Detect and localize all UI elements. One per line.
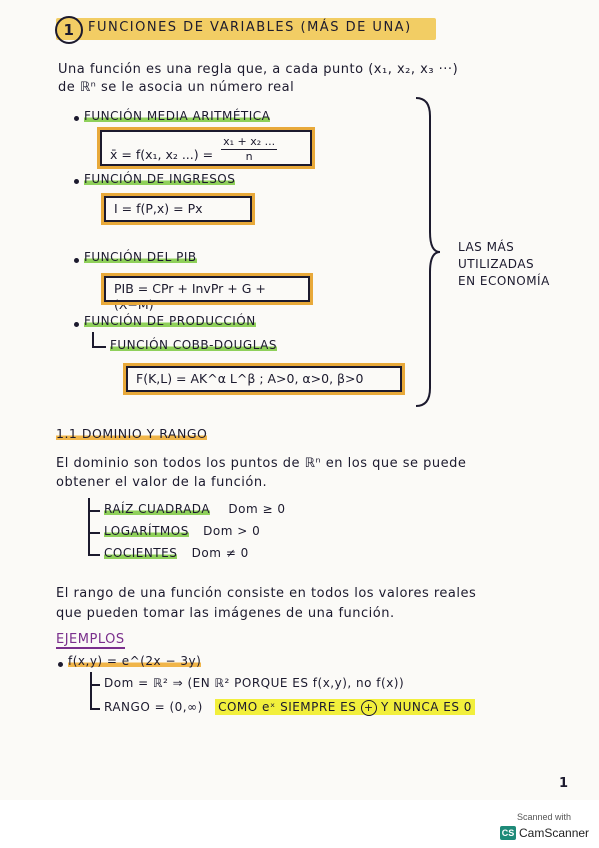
camscanner-icon: CS [501,828,515,838]
bullet [74,322,79,327]
domain-line-2: obtener el valor de la función. [56,475,268,490]
rule-cocientes [104,546,249,560]
function-media-label: FUNCIÓN MEDIA ARITMÉTICA [84,109,271,123]
rules-vertical-line [88,498,102,554]
curly-brace [412,96,442,408]
domain-line-1: El dominio son todos los puntos de ℝⁿ en los que se puede [56,456,467,471]
subsection-title-text: 1.1 DOMINIO Y RANGO [56,426,208,441]
example-vertical-line [90,672,104,708]
intro-line-1: Una función es una regla que, a cada punto (x₁, x₂, x₃ ···) [58,62,459,77]
example-range-note-a: COMO eˣ SIEMPRE ES [218,700,357,714]
rule-raiz-cond: Dom ≥ 0 [228,502,286,516]
rule-log-label: LOGARÍTMOS [104,524,189,538]
function-name [110,338,277,352]
brace-note-line-3: EN ECONOMÍA [458,274,550,288]
example-function [68,654,201,668]
formula-media-numerator: x₁ + x₂ ... [223,135,276,148]
formula-pib: PIB = CPr + InvPr + G + (X−M) [114,281,266,312]
scanned-with-label: Scanned with [517,812,572,822]
bullet [74,179,79,184]
rule-arrow [88,532,100,534]
camscanner-brand: CamScanner [519,826,590,840]
example-range-prefix: RANGO = (0,∞) [104,700,203,714]
function-cobb-douglas-label: FUNCIÓN COBB-DOUGLAS [110,338,277,352]
function-produccion-label: FUNCIÓN DE PRODUCCIÓN [84,314,256,328]
bullet [74,258,79,263]
example-range-line [104,700,475,716]
brace-note-line-2: UTILIZADAS [458,257,535,271]
formula-media-denominator: n [245,149,253,163]
section-title: FUNCIONES DE VARIABLES (MÁS DE UNA) [88,20,412,35]
example-range-note-b: Y NUNCA ES 0 [381,700,472,714]
plus-circle-icon: + [361,700,377,716]
range-line-1: El rango de una función consiste en todos los valores reales [56,586,477,601]
brace-note-line-1: LAS MÁS [458,240,515,254]
rule-cocientes-cond: Dom ≠ 0 [191,546,249,560]
example-function-text: f(x,y) = e^(2x − 3y) [68,654,202,668]
rule-arrow [88,554,100,556]
function-name [84,172,235,186]
formula-cobb-douglas: F(K,L) = AK^α L^β ; A>0, α>0, β>0 [136,371,364,386]
function-name [84,250,197,264]
bullet [74,116,79,121]
rule-log-cond: Dom > 0 [203,524,261,538]
formula-media-lhs: x̄ = f(x₁, x₂ ...) = [110,146,214,162]
examples-title [56,632,125,647]
section-number: 1 [55,16,83,44]
rule-cocientes-label: COCIENTES [104,546,178,560]
rule-raiz [104,502,285,516]
subsection-title [56,426,207,441]
function-name [84,109,270,123]
examples-title-text: EJEMPLOS [56,632,125,647]
rule-arrow [88,510,100,512]
example-arrow [90,708,100,710]
range-line-2: que pueden tomar las imágenes de una función. [56,606,395,621]
formula-pib-box [104,276,310,312]
example-arrow [90,684,100,686]
rule-log [104,524,260,538]
bullet [58,662,63,667]
formula-ingresos-box [104,196,252,222]
formula-media-box [100,130,312,166]
function-ingresos-label: FUNCIÓN DE INGRESOS [84,172,236,186]
example-dom-line: Dom = ℝ² ⇒ (EN ℝ² PORQUE ES f(x,y), no f(x)) [104,676,405,690]
formula-ingresos: I = f(P,x) = Px [114,201,203,216]
formula-cobb-douglas-box [126,366,402,392]
page-number: 1 [559,776,569,791]
function-pib-label: FUNCIÓN DEL PIB [84,250,197,264]
camscanner-logo [500,824,589,842]
arrow-connector [92,332,106,348]
example-range-note [215,699,475,715]
intro-line-2: de ℝⁿ se le asocia un número real [58,80,295,95]
rule-raiz-label: RAÍZ CUADRADA [104,502,211,516]
function-name [84,314,256,328]
